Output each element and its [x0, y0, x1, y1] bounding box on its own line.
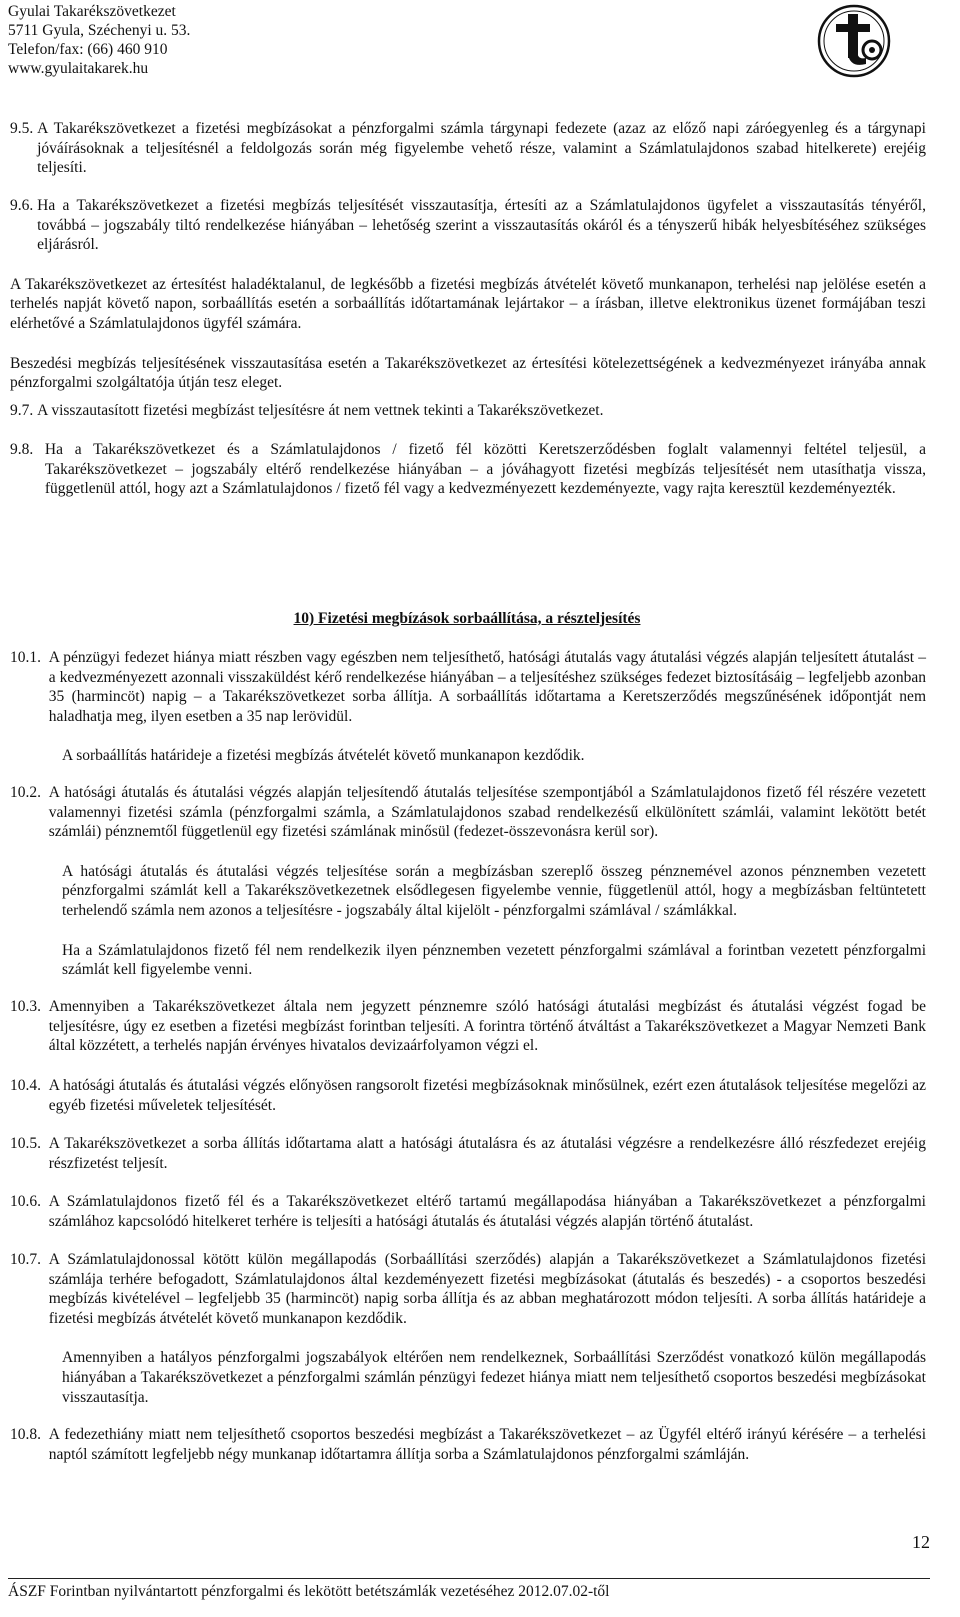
org-website[interactable]: www.gyulaitakarek.hu [8, 60, 149, 77]
section-number: 9.6. [10, 197, 38, 214]
org-phone: Telefon/fax: (66) 460 910 [8, 41, 168, 58]
paragraph: A hatósági átutalás és átutalási végzés teljesítése során a megbízásban szereplő összeg pénznemével azonos pénznemben vezetett pénzforgalmi számlát kell a Takarékszövetkezetnek elsődlegesen figyelembe vennie, függetlenül attól, hogy a megbízásban feltüntetett terhelendő számla nem azonos a teljesítésre - jogszabály által kijelölt - pénzforgalmi számlával / számlákkal. [62, 862, 926, 919]
section-text: A Számlatulajdonossal kötött külön megállapodás (Sorbaállítási szerződés) alapján a Takarékszövetkezet a Számlatulajdonos fizetési számlája terhére befogadott, Számlatulajdonos által kezdeményezett fizetési megbízásokat (átutalás és beszedés) - a csoportos beszedési megbízás kivételével – legfeljebb 35 (harmincöt) napig sorba állítja és az abban meghatározott módon teljesíti. A sorba állítás határideje a fizetési megbízás átvételét követő munkanapon kezdődik. [48, 1251, 926, 1327]
letterhead [8, 2, 190, 78]
section-10-3 [10, 997, 926, 1056]
page-number: 12 [912, 1532, 930, 1552]
section-10-6 [10, 1192, 926, 1231]
section-10-5 [10, 1134, 926, 1173]
section-text: A pénzügyi fedezet hiánya miatt részben vagy egészben nem teljesíthető, hatósági átutalás vagy átutalási végzés alapján teljesített átutalást – a kedvezményezett azonnali visszaküldést kérő rendelkezése hiányában – a teljesítéshez szükséges fedezet biztosításáig – legfeljebb azonban 35 (harmincöt) napig – a Takarékszövetkezet sorba állítja. A sorbaállítás időtartama a Keretszerződés megszűnésének időpontját nem haladhatja meg, ilyen esetben a 35 nap lerövidül. [48, 649, 926, 725]
section-text: A hatósági átutalás és átutalási végzés alapján teljesítendő átutalás teljesítése szempontjából a Számlatulajdonos fizető fél részére vezetett valamennyi fizetési számla (pénzforgalmi számla, a Számlatulajdonos szabad rendelkezésű elkülönített számlái, valamint lekötött betét számlái) pénznemtől függetlenül egy fizetési számlának minősül (fedezet-összevonásra kerül sor). [48, 784, 926, 841]
section-text: A hatósági átutalás és átutalási végzés előnyösen rangsorolt fizetési megbízásoknak minősülnek, ezért ezen átutalások teljesítése megelőzi az egyéb fizetési műveletek teljesítését. [48, 1077, 926, 1114]
section-text: A Takarékszövetkezet a sorba állítás időtartama alatt a hatósági átutalásra és az átutalási végzésre a rendelkezésre álló részfedezet erejéig részfizetést teljesít. [48, 1135, 926, 1172]
section-number: 9.8. [10, 441, 45, 458]
section-heading: 10) Fizetési megbízások sorbaállítása, a részteljesítés [293, 610, 641, 627]
page-footer: ÁSZF Forintban nyilvántartott pénzforgalmi és lekötött betétszámlák vezetéséhez 2012.07.02-től [8, 1583, 610, 1600]
section-number: 10.6. [10, 1193, 49, 1210]
org-address: 5711 Gyula, Széchenyi u. 53. [8, 22, 191, 39]
section-number: 10.7. [10, 1251, 49, 1268]
section-text: A visszautasított fizetési megbízást teljesítésre át nem vettnek tekinti a Takarékszövetkezet. [37, 402, 604, 419]
section-number: 10.2. [10, 784, 49, 801]
section-text: A Takarékszövetkezet a fizetési megbízásokat a pénzforgalmi számla tárgynapi fedezete (azaz az előző napi záróegyenleg és a tárgynapi jóváírásoknak a teljesítésnél a feldolgozás során még figyelembe vehető része, valamint a Számlatulajdonos szabad hitelkerete) erejéig teljesíti. [37, 120, 926, 177]
section-9-5 [10, 119, 926, 178]
section-number: 9.5. [10, 120, 38, 137]
bank-logo-icon [816, 2, 892, 80]
section-10-8 [10, 1425, 926, 1464]
section-number: 10.3. [10, 998, 49, 1015]
section-number: 10.5. [10, 1135, 49, 1152]
section-text: Ha a Takarékszövetkezet és a Számlatulajdonos / fizető fél közötti Keretszerződésben foglalt valamennyi feltétel teljesül, a Takarékszövetkezet – jogszabály eltérő rendelkezése hiányában – a jóváhagyott fizetési megbízás teljesítését nem utasíthatja vissza, függetlenül attól, hogy azt a Számlatulajdonos / fizető fél vagy a kedvezményezett kezdeményezte, vagy rajta keresztül kezdeményezték. [44, 441, 926, 498]
section-text: Amennyiben a Takarékszövetkezet általa nem jegyzett pénznemre szóló hatósági átutalási megbízást és átutalási végzést fogad be teljesítésre, úgy ez esetben a fizetési megbízást forintban teljesíti. A forintra történő átváltást a Takarékszövetkezet a Magyar Nemzeti Bank által közzétett, a terhelés napján érvényes hivatalos devizaárfolyamon végzi el. [48, 998, 926, 1055]
section-number: 10.8. [10, 1426, 49, 1443]
footer-divider [8, 1578, 930, 1579]
paragraph: Beszedési megbízás teljesítésének visszautasítása esetén a Takarékszövetkezet az értesítési kötelezettségének a kedvezményezet irányába annak pénzforgalmi szolgáltatója útján tesz eleget. [10, 354, 926, 392]
section-text: Ha a Takarékszövetkezet a fizetési megbízás teljesítését visszautasítja, értesíti az a Számlatulajdonos ügyfelet a visszautasítás tényéről, továbbá – jogszabály tiltó rendelkezése hiányában – lehetőség szerint a visszautasítás okáról és a tényszerű hibák helyesbítéséhez szükséges eljárásról. [37, 197, 926, 254]
paragraph: Amennyiben a hatályos pénzforgalmi jogszabályok eltérően nem rendelkeznek, Sorbaállítási Szerződést vonatkozó külön megállapodás hiányában a Takarékszövetkezet a pénzforgalmi számlán pénzügyi fedezet hiánya miatt nem teljesíthető csoportos beszedési megbízásokat visszautasítja. [62, 1349, 926, 1406]
org-name: Gyulai Takarékszövetkezet [8, 3, 176, 20]
paragraph: A sorbaállítás határideje a fizetési megbízás átvételét követő munkanapon kezdődik. [62, 747, 585, 765]
section-10-1 [10, 648, 926, 766]
section-number: 9.7. [10, 402, 38, 419]
section-number: 10.4. [10, 1077, 49, 1094]
section-10-2 [10, 783, 926, 980]
paragraph: A Takarékszövetkezet az értesítést haladéktalanul, de legkésőbb a fizetési megbízás átvételét követő munkanapon, terhelési nap jelölése esetén a terhelés napját követő napon, sorbaállítás esetén a sorbaállítás időtartamának lejártakor – a írásban, illetve elektronikus üzenet formájában teszi elérhetővé a Számlatulajdonos ügyfél számára. [10, 275, 926, 332]
section-9-6 [10, 196, 926, 393]
section-9-8 [10, 440, 926, 499]
section-text: A fedezethiány miatt nem teljesíthető csoportos beszedési megbízást a Takarékszövetkezet – az Ügyfél eltérő irányú kérésére – a terhelési naptól számított legfeljebb négy munkanap időtartamra állítja sorba a Számlatulajdonos pénzforgalmi számláján. [48, 1426, 926, 1463]
section-number: 10.1. [10, 649, 49, 666]
paragraph: Ha a Számlatulajdonos fizető fél nem rendelkezik ilyen pénznemben vezetett pénzforgalmi számlával a forintban vezetett pénzforgalmi számlát kell figyelembe venni. [62, 941, 926, 979]
section-9-7 [10, 401, 926, 421]
section-text: A Számlatulajdonos fizető fél és a Takarékszövetkezet eltérő tartamú megállapodása hiányában a Takarékszövetkezet a pénzforgalmi számlához kapcsolódó hitelkeret terhére is teljesíti a hatósági átutalás és átutalási végzés alapján történő átutalást. [48, 1193, 926, 1230]
section-10-4 [10, 1076, 926, 1115]
section-10-7 [10, 1250, 926, 1407]
